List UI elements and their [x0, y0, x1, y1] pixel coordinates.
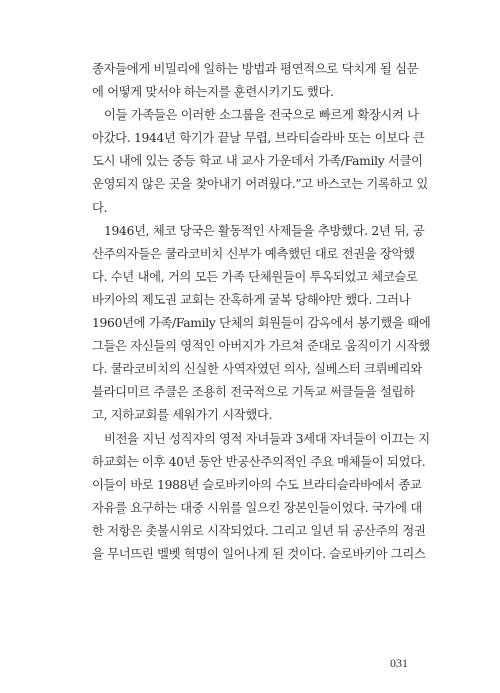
text-line: 산주의자들은 쿨라코비치 신부가 예측했던 대로 전권을 장악했	[92, 246, 415, 261]
text-line: 다. 수년 내에, 거의 모든 가족 단체원들이 투옥되었고 체코슬로	[92, 269, 418, 284]
text-line: 블라디미르 주클은 조용히 전국적으로 기독교 써클들을 설립하	[92, 385, 415, 400]
text-line: 1960년에 가족/Family 단체의 회원들이 감옥에서 봉기했을 때에	[92, 316, 431, 331]
text-line: 비전을 지닌 성직자의 영적 자녀들과 3세대 자녀들이 이끄는 지	[104, 431, 430, 446]
text-line: 한 저항은 촛불시위로 시작되었다. 그리고 일년 뒤 공산주의 정권	[92, 523, 426, 538]
text-line: 아갔다. 1944년 학기가 끝날 무렵, 브라티슬라바 또는 이보다 큰	[92, 131, 425, 146]
text-line: 을 무너뜨린 벨벳 혁명이 일어나게 된 것이다. 슬로바키아 그리스	[92, 546, 426, 561]
text-line: 1946년, 체코 당국은 활동적인 사제들을 추방했다. 2년 뒤, 공	[104, 223, 425, 238]
text-line: 바키아의 제도권 교회는 잔혹하게 굴복 당해야만 했다. 그러나	[92, 292, 411, 307]
text-line: 하교회는 이후 40년 동안 반공산주의적인 주요 매체들이 되었다.	[92, 454, 426, 469]
text-line: 에 어떻게 맞서야 하는지를 훈련시키기도 했다.	[92, 85, 334, 100]
text-line: 이들 가족들은 이러한 소그룹을 전국으로 빠르게 확장시켜 나	[104, 108, 419, 123]
page-number: 031	[390, 656, 408, 670]
text-line: 종자들에게 비밀리에 일하는 방법과 평연적으로 닥치게 될 심문	[92, 62, 419, 76]
text-line: 이들이 바로 1988년 슬로바키아의 수도 브라티슬라바에서 종교	[92, 477, 422, 492]
text-line: 다.	[92, 200, 108, 215]
text-line: 그들은 자신들의 영적인 아버지가 가르쳐 준대로 움직이기 시작했	[92, 339, 430, 354]
text-line: 자유를 요구하는 대중 시위를 일으킨 장본인들이었다. 국가에 대	[92, 500, 422, 515]
text-line: 운영되지 않은 곳을 찾아내기 어려웠다.”고 바스코는 기록하고 있	[92, 177, 428, 192]
text-line: 도시 내에 있는 중등 학교 내 교사 가운데서 가족/Family 서클이	[92, 154, 423, 169]
body-text	[92, 58, 431, 566]
text-line: 다. 쿨라코비치의 신실한 사역자였던 의사, 실베스터 크뤼베리와	[92, 362, 422, 377]
text-line: 고, 지하교회를 세워가기 시작했다.	[92, 408, 273, 423]
